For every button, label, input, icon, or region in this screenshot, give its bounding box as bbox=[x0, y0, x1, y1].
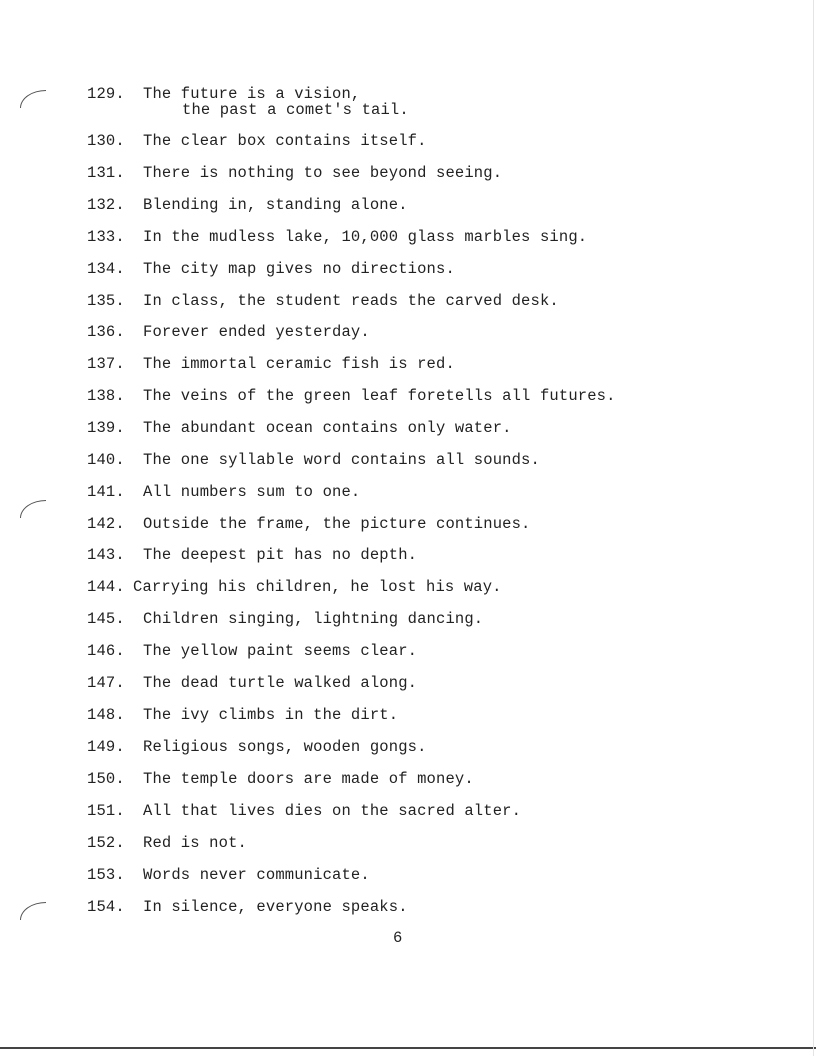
item-text: The future is a vision, bbox=[143, 85, 361, 103]
item-text: The ivy climbs in the dirt. bbox=[143, 706, 399, 724]
item-number: 146. bbox=[87, 642, 125, 660]
item-text: In silence, everyone speaks. bbox=[143, 898, 408, 916]
list-item bbox=[87, 388, 616, 404]
item-text: All numbers sum to one. bbox=[143, 483, 361, 501]
list-item bbox=[87, 803, 521, 819]
item-number: 141. bbox=[87, 483, 125, 501]
item-text: The deepest pit has no depth. bbox=[143, 546, 418, 564]
item-text: There is nothing to see beyond seeing. bbox=[143, 164, 503, 182]
list-item bbox=[87, 835, 247, 851]
item-continuation-text: the past a comet's tail. bbox=[182, 101, 409, 119]
item-number: 129. bbox=[87, 85, 125, 103]
punch-hole-mark-top bbox=[20, 90, 46, 108]
right-edge-line bbox=[813, 0, 814, 1056]
item-number: 154. bbox=[87, 898, 125, 916]
item-number: 153. bbox=[87, 866, 125, 884]
list-item bbox=[87, 420, 512, 436]
item-number: 139. bbox=[87, 419, 125, 437]
list-item bbox=[87, 707, 398, 723]
list-item bbox=[87, 771, 474, 787]
item-text: The city map gives no directions. bbox=[143, 260, 455, 278]
item-number: 147. bbox=[87, 674, 125, 692]
item-number: 144. bbox=[87, 578, 125, 596]
list-item bbox=[87, 86, 360, 102]
item-text: Blending in, standing alone. bbox=[143, 196, 408, 214]
item-number: 138. bbox=[87, 387, 125, 405]
item-text: All that lives dies on the sacred alter. bbox=[143, 802, 522, 820]
item-number: 135. bbox=[87, 292, 125, 310]
list-item bbox=[87, 899, 408, 915]
list-item bbox=[87, 197, 408, 213]
list-item bbox=[87, 165, 502, 181]
item-number: 149. bbox=[87, 738, 125, 756]
item-text: Forever ended yesterday. bbox=[143, 323, 370, 341]
list-item bbox=[87, 484, 360, 500]
list-item bbox=[87, 133, 427, 149]
list-item bbox=[87, 867, 370, 883]
item-number: 140. bbox=[87, 451, 125, 469]
list-item bbox=[87, 643, 417, 659]
item-number: 145. bbox=[87, 610, 125, 628]
item-text: In the mudless lake, 10,000 glass marbles sing. bbox=[143, 228, 588, 246]
item-text: Carrying his children, he lost his way. bbox=[133, 578, 502, 596]
item-number: 134. bbox=[87, 260, 125, 278]
list-item bbox=[87, 611, 483, 627]
item-number: 136. bbox=[87, 323, 125, 341]
item-number: 130. bbox=[87, 132, 125, 150]
item-text: Red is not. bbox=[143, 834, 247, 852]
item-text: The temple doors are made of money. bbox=[143, 770, 474, 788]
item-text: The clear box contains itself. bbox=[143, 132, 427, 150]
list-item bbox=[87, 516, 531, 532]
list-item bbox=[87, 547, 417, 563]
page-number: 6 bbox=[393, 929, 403, 947]
list-item bbox=[87, 293, 559, 309]
list-item bbox=[87, 229, 587, 245]
item-text: Religious songs, wooden gongs. bbox=[143, 738, 427, 756]
item-number: 131. bbox=[87, 164, 125, 182]
item-text: In class, the student reads the carved desk. bbox=[143, 292, 559, 310]
item-number: 151. bbox=[87, 802, 125, 820]
item-number: 152. bbox=[87, 834, 125, 852]
list-item bbox=[87, 675, 417, 691]
list-item bbox=[87, 579, 502, 595]
item-number: 132. bbox=[87, 196, 125, 214]
item-text: The yellow paint seems clear. bbox=[143, 642, 418, 660]
item-number: 137. bbox=[87, 355, 125, 373]
item-text: The one syllable word contains all sounds. bbox=[143, 451, 540, 469]
list-item bbox=[87, 261, 455, 277]
item-number: 150. bbox=[87, 770, 125, 788]
item-number: 148. bbox=[87, 706, 125, 724]
item-text: The veins of the green leaf foretells all futures. bbox=[143, 387, 616, 405]
bottom-edge-line bbox=[0, 1047, 816, 1049]
list-item bbox=[87, 739, 427, 755]
punch-hole-mark-middle bbox=[20, 500, 46, 518]
item-number: 133. bbox=[87, 228, 125, 246]
item-number: 142. bbox=[87, 515, 125, 533]
item-text: Words never communicate. bbox=[143, 866, 370, 884]
list-item bbox=[87, 324, 370, 340]
item-number: 143. bbox=[87, 546, 125, 564]
punch-hole-mark-bottom bbox=[20, 902, 46, 920]
item-text: The dead turtle walked along. bbox=[143, 674, 418, 692]
item-text: The abundant ocean contains only water. bbox=[143, 419, 512, 437]
list-item bbox=[87, 452, 540, 468]
item-text: Outside the frame, the picture continues. bbox=[143, 515, 531, 533]
list-item bbox=[87, 356, 455, 372]
item-text: Children singing, lightning dancing. bbox=[143, 610, 484, 628]
item-text: The immortal ceramic fish is red. bbox=[143, 355, 455, 373]
